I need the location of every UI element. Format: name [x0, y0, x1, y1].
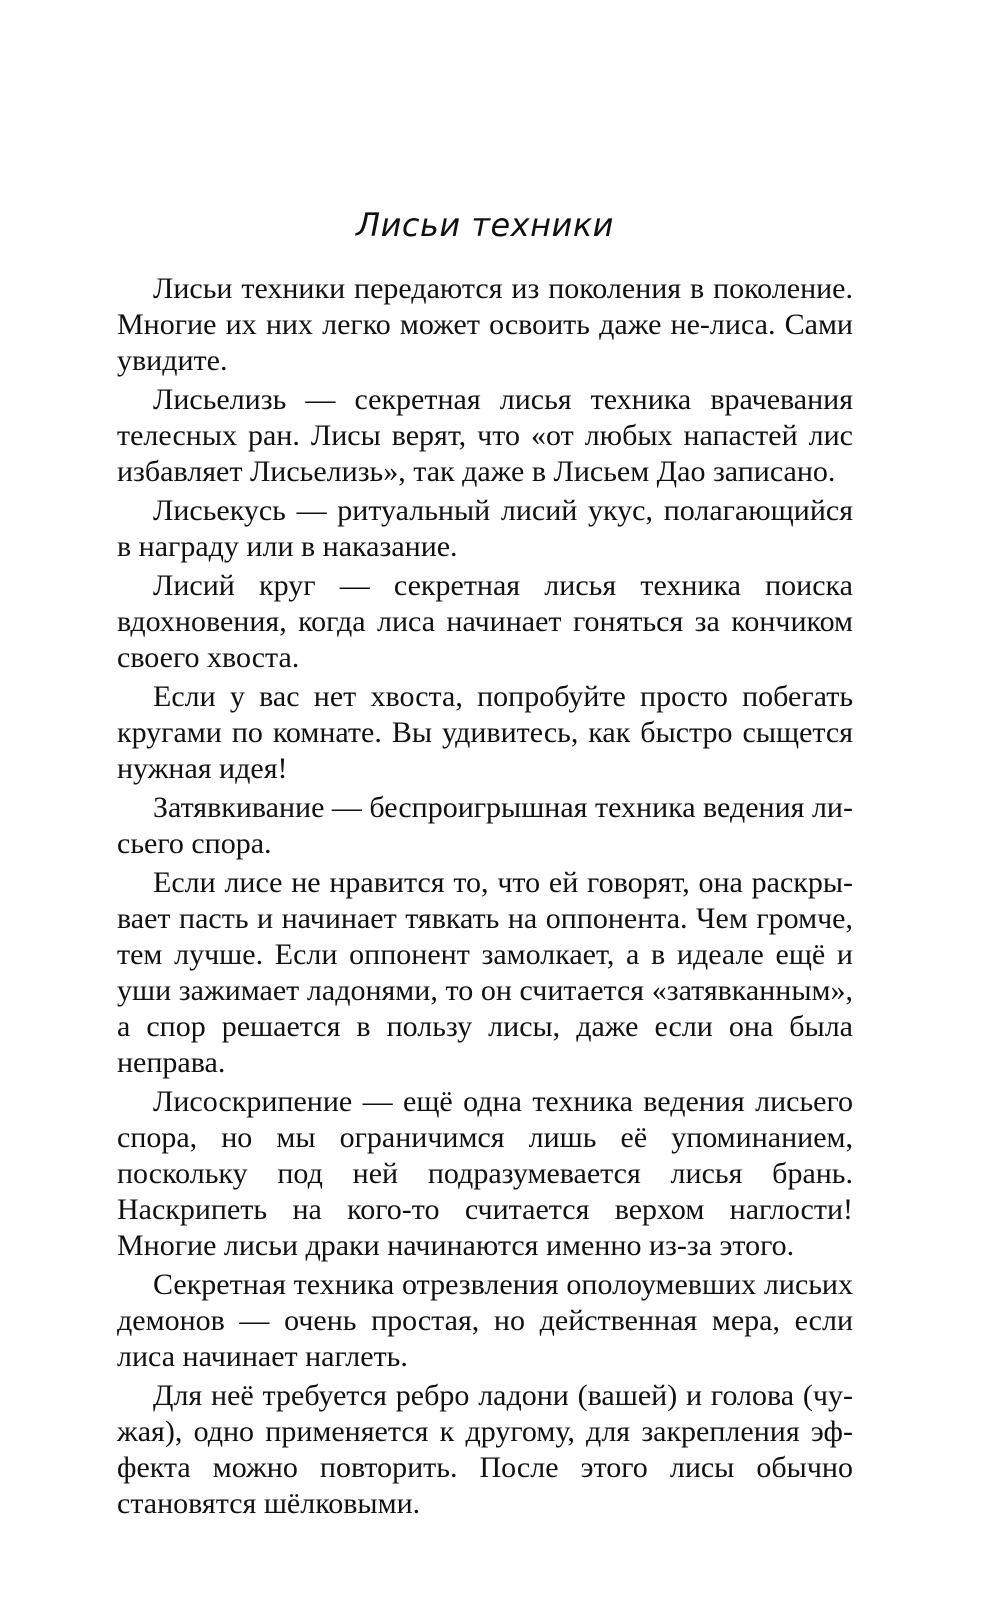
- paragraph-4: Лисий круг — секретная лисья техника поиска вдохновения, когда лиса начинает гоняться за кончиком своего хвоста.: [117, 569, 853, 674]
- paragraph-8: Лисоскрипение — ещё одна техника ведения лисьего спора, но мы ограничимся лишь её упоминанием, поскольку под ней подразумевается лисья брань. Наскрипеть на кого-то считается верхом наглости! Многие лисьи драки начинаются именно из-за этого.: [117, 1085, 853, 1262]
- paragraph-9: Секретная техника отрезвления ополоумевших лисьих демонов — очень простая, но действенная мера, если лиса начинает наглеть.: [117, 1268, 853, 1373]
- paragraph-3: Лисьекусь — ритуальный лисий укус, полагающийся в награду или в наказание.: [117, 494, 853, 563]
- page-body: [117, 205, 853, 1522]
- paragraph-7: Если лисе не нравится то, что ей говорят, она раскрывает пасть и начинает тявкать на оппонента. Чем громче, тем лучше. Если оппонент замолкает, а в идеале ещё и уши зажимает ладонями, то он считается «затявканным», а спор решается в пользу лисы, даже если она была неправа.: [117, 866, 853, 1079]
- paragraph-5: Если у вас нет хвоста, попробуйте просто побегать кругами по комнате. Вы удивитесь, как быстро сыщется нужная идея!: [117, 680, 853, 785]
- paragraph-6: Затявкивание — беспроигрышная техника ведения лисьего спора.: [117, 791, 853, 860]
- page-title: Лисьи техники: [356, 206, 614, 244]
- paragraph-1: Лисьи техники передаются из поколения в поколение. Многие их них легко может освоить даже не-лиса. Сами увидите.: [117, 272, 853, 377]
- paragraph-2: Лисьелизь — секретная лисья техника врачевания телесных ран. Лисы верят, что «от любых напастей лис избавляет Лисьелизь», так даже в Лисьем Дао записано.: [117, 383, 853, 488]
- paragraph-10: Для неё требуется ребро ладони (вашей) и голова (чужая), одно применяется к другому, для закрепления эффекта можно повторить. После этого лисы обычно становятся шёлковыми.: [117, 1379, 853, 1520]
